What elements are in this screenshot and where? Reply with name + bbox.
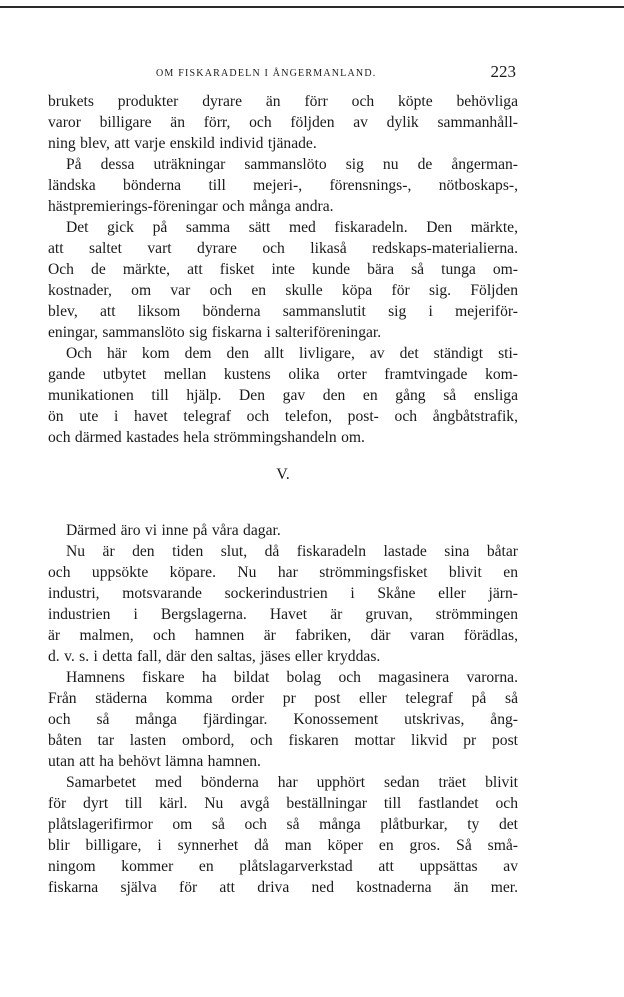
page-header [48,62,518,82]
text-line: På dessa uträkningar sammanslöto sig nu de ångerman- [66,156,518,173]
section-v-body [48,520,518,898]
text-line: och uppsökte köpare. Nu har strömmingsfisket blivit en [48,564,518,581]
text-line: och så många fjärdingar. Konossement utskrivas, ång- [48,711,518,728]
text-line: blev, att liksom bönderna sammanslutit sig i mejeriför- [48,303,518,320]
text-line: Det gick på samma sätt med fiskaradeln. Den märkte, [66,219,518,236]
text-line: munikationen till hjälp. Den gav den en gång så ensliga [48,387,518,404]
text-line: utan att ha behövt lämna hamnen. [48,753,261,770]
text-line: och därmed kastades hela strömmingshandeln om. [48,429,365,446]
text-line: ningom kommer en plåtslagarverkstad att uppsättas av [48,858,518,875]
text-line: fiskarna själva för att driva ned kostnaderna än mer. [48,879,518,896]
text-line: d. v. s. i detta fall, där den saltas, jäses eller kryddas. [48,648,381,665]
text-line: ländska bönderna till mejeri-, förensnings-, nötboskaps-, [48,177,518,194]
text-line: brukets produkter dyrare än förr och köpte behövliga [48,93,518,110]
page-number: 223 [490,62,516,81]
text-line: Samarbetet med bönderna har upphört sedan träet blivit [66,774,518,791]
text-line: Från städerna komma order pr post eller telegraf på så [48,690,518,707]
text-line: båten tar lasten ombord, och fiskaren mottar likvid pr post [48,732,518,749]
section-heading: V. [276,466,290,483]
text-line: ning blev, att varje enskild individ tjänade. [48,135,317,152]
text-line: Nu är den tiden slut, då fiskaradeln lastade sina båtar [66,543,518,560]
text-line: är malmen, och hamnen är fabriken, där varan förädlas, [48,627,518,644]
text-line: hästpremierings-föreningar och många andra. [48,198,334,215]
text-line: ön ute i havet telegraf och telefon, post- och ångbåtstrafik, [48,408,518,425]
text-line: att saltet vart dyrare och likaså redskaps-materialierna. [48,240,518,257]
text-line: blir billigare, i synnerhet då man köper en gros. Så små- [48,837,518,854]
section-iv-continuation [48,91,518,448]
top-border-rule [0,6,624,8]
text-line: för dyrt till kärl. Nu avgå beställningar till fastlandet och [48,795,518,812]
text-line: plåtslagerifirmor om så och så många plåtburkar, ty det [48,816,518,833]
running-title: OM FISKARADELN I ÅNGERMANLAND. [156,68,377,79]
text-line: industrien i Bergslagerna. Havet är gruvan, strömmingen [48,606,518,623]
text-line: Därmed äro vi inne på våra dagar. [66,522,281,539]
text-line: eningar, sammanslöto sig fiskarna i salteriföreningar. [48,324,382,341]
text-line: Hamnens fiskare ha bildat bolag och magasinera varorna. [66,669,518,686]
text-line: gande utbytet mellan kustens olika orter framtvingade kom- [48,366,518,383]
text-line: varor billigare än förr, och följden av dylik sammanhåll- [48,114,518,131]
text-line: industri, motsvarande sockerindustrien i Skåne eller järn- [48,585,518,602]
text-line: Och de märkte, att fisket inte kunde bära så tunga om- [48,261,518,278]
text-line: kostnader, om var och en skulle köpa för sig. Följden [48,282,518,299]
text-line: Och här kom dem den allt livligare, av det ständigt sti- [66,345,518,362]
